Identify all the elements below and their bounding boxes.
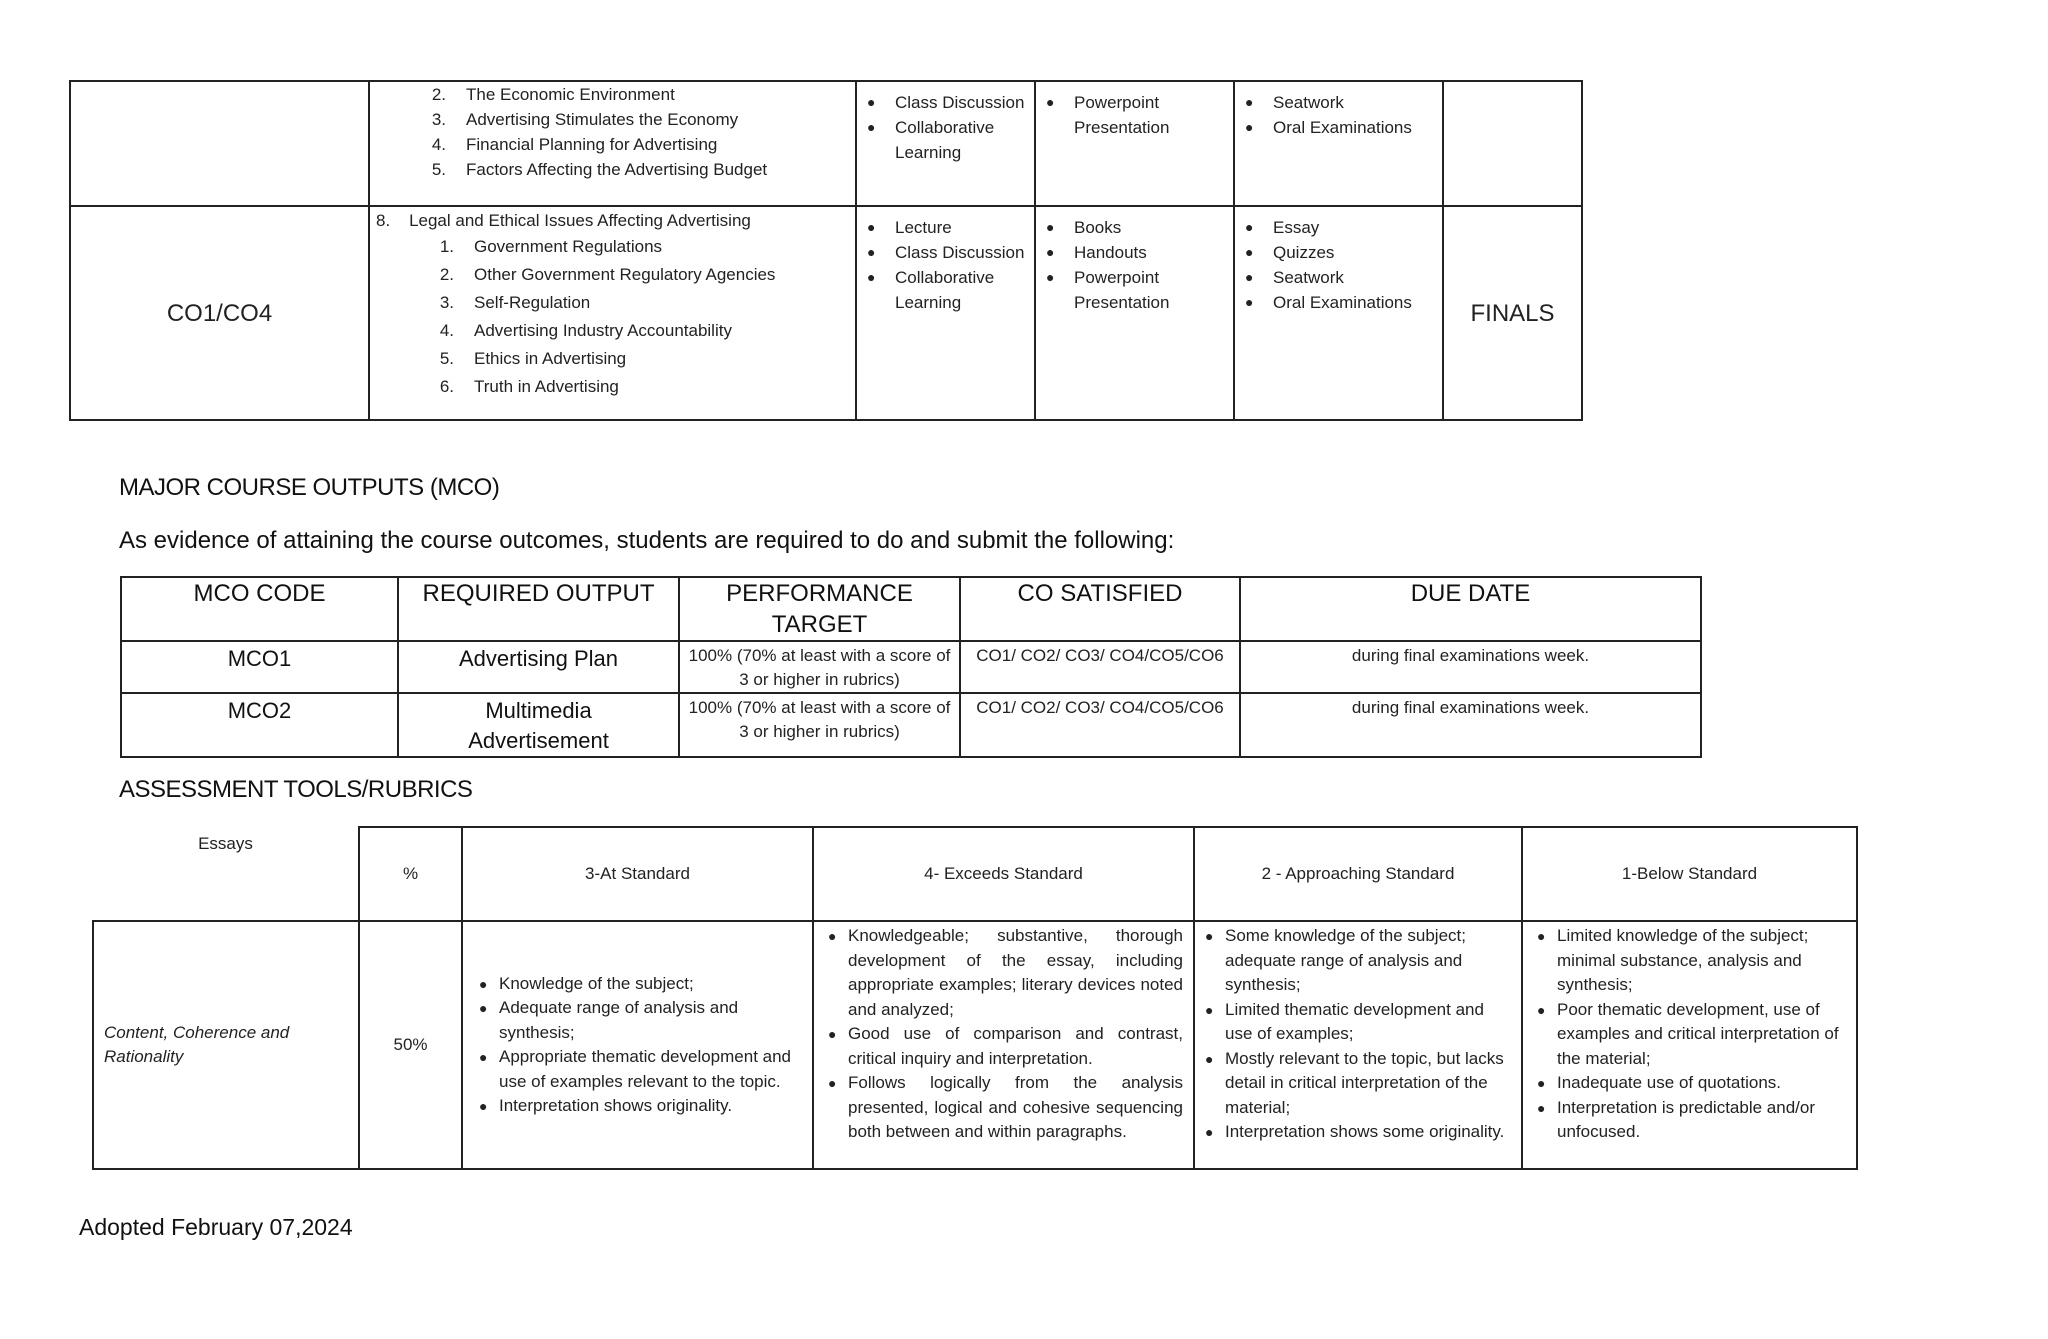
item-text: Powerpoint Presentation — [1074, 93, 1170, 137]
list-item — [818, 1022, 1183, 1071]
item-text: Government Regulations — [474, 237, 663, 256]
item-text: Inadequate use of quotations. — [1557, 1073, 1782, 1092]
list-item — [857, 115, 1034, 165]
adoption-date: Adopted February 07,2024 — [79, 1214, 353, 1240]
syllabus-table — [69, 80, 1583, 421]
bullet-icon: ● — [828, 1026, 837, 1042]
item-text: Advertising Industry Accountability — [474, 321, 732, 340]
item-number: 4. — [439, 321, 454, 340]
item-text: Handouts — [1074, 243, 1147, 262]
col-header: DUE DATE — [1240, 577, 1701, 641]
item-text: Collaborative Learning — [895, 118, 995, 162]
co-satisfied: CO1/ CO2/ CO3/ CO4/CO5/CO6 — [960, 641, 1240, 693]
col-header: PERFORMANCE TARGET — [679, 577, 960, 641]
bullet-icon: ● — [1537, 1001, 1546, 1018]
bullet-icon: ● — [1245, 219, 1254, 235]
col-header: 3-At Standard — [462, 827, 813, 921]
resources-list — [1036, 82, 1233, 140]
list-item — [469, 972, 802, 997]
item-text: Interpretation is predictable and/or unfocused. — [1557, 1097, 1815, 1141]
item-number: 5. — [439, 349, 454, 368]
bullet-icon: ● — [1245, 244, 1254, 260]
methods-list — [857, 207, 1034, 315]
item-text: Books — [1074, 218, 1122, 237]
item-number: 3. — [431, 110, 446, 129]
col-header: % — [359, 827, 462, 921]
item-text: Advertising Stimulates the Economy — [466, 110, 739, 129]
list-item — [1036, 90, 1233, 140]
item-text: Ethics in Advertising — [474, 349, 627, 368]
bullet-icon: ● — [1245, 94, 1254, 110]
list-item — [818, 924, 1183, 1022]
topics-cell — [369, 206, 856, 420]
list-item — [1235, 90, 1442, 115]
item-text: Some knowledge of the subject; adequate range of analysis and synthesis; — [1225, 926, 1466, 994]
criteria-list — [818, 924, 1183, 1145]
list-item — [818, 1071, 1183, 1145]
list-item — [1527, 1071, 1850, 1096]
item-text: Financial Planning for Advertising — [466, 135, 718, 154]
bullet-icon: ● — [1205, 1001, 1214, 1018]
col-header: REQUIRED OUTPUT — [398, 577, 679, 641]
topic-list — [408, 82, 855, 182]
list-item — [1235, 240, 1442, 265]
bullet-icon: ● — [828, 1075, 837, 1091]
topic-heading: 8. Legal and Ethical Issues Affecting Advertising — [376, 211, 751, 230]
criteria-list — [1195, 924, 1511, 1145]
list-item — [1195, 1120, 1511, 1145]
methods-list — [857, 82, 1034, 165]
table-row — [121, 693, 1701, 757]
exceeds-cell — [813, 921, 1194, 1169]
item-text: Truth in Advertising — [474, 377, 619, 396]
list-item — [416, 289, 855, 317]
item-text: Knowledge of the subject; — [499, 973, 694, 993]
co-satisfied: CO1/ CO2/ CO3/ CO4/CO5/CO6 — [960, 693, 1240, 757]
bullet-icon: ● — [1537, 928, 1546, 944]
bullet-icon: ● — [1537, 1099, 1546, 1116]
bullet-icon: ● — [479, 975, 488, 992]
item-text: Follows logically from the analysis presented, logical and cohesive sequencing both between and within paragraphs. — [848, 1073, 1183, 1141]
list-item — [1235, 290, 1442, 315]
methods-cell — [856, 81, 1035, 206]
list-item — [469, 1094, 802, 1119]
topics-cell — [369, 81, 856, 206]
item-text: Interpretation shows some originality. — [1225, 1122, 1505, 1141]
bullet-icon: ● — [1046, 219, 1055, 235]
item-text: Quizzes — [1273, 243, 1335, 262]
item-text: Oral Examinations — [1273, 293, 1412, 312]
bullet-icon: ● — [867, 119, 876, 135]
assessment-list — [1235, 207, 1442, 315]
table-row — [93, 921, 1857, 1169]
due-date: during final examinations week. — [1240, 641, 1701, 693]
list-item — [416, 261, 855, 289]
item-number: 6. — [439, 377, 454, 396]
bullet-icon: ● — [1205, 1124, 1214, 1140]
item-text: Adequate range of analysis and synthesis; — [499, 998, 739, 1042]
item-text: Poor thematic development, use of examples and critical interpretation of the material; — [1557, 999, 1839, 1068]
item-number: 1. — [439, 237, 454, 256]
list-item — [1195, 924, 1511, 998]
resources-list — [1036, 207, 1233, 315]
essays-label: Essays — [198, 834, 253, 853]
assessment-cell — [1234, 206, 1443, 420]
item-number: 4. — [431, 135, 446, 154]
list-item — [408, 107, 855, 132]
bullet-icon: ● — [479, 1000, 488, 1016]
bullet-icon: ● — [1205, 1050, 1214, 1067]
list-item — [857, 90, 1034, 115]
bullet-icon: ● — [867, 219, 876, 235]
list-item — [416, 317, 855, 345]
mco-table — [120, 576, 1702, 758]
list-item — [1527, 1096, 1850, 1145]
bullet-icon: ● — [1245, 119, 1254, 135]
list-item — [416, 345, 855, 373]
item-text: Class Discussion — [895, 243, 1025, 262]
list-item — [408, 157, 855, 182]
criterion-label: Content, Coherence and Rationality — [104, 1022, 290, 1066]
co-cell — [70, 81, 369, 206]
at-standard-cell — [462, 921, 813, 1169]
mco-heading: MAJOR COURSE OUTPUTS (MCO) — [119, 474, 500, 501]
list-item — [1195, 998, 1511, 1047]
list-item — [416, 373, 855, 401]
item-text: Powerpoint Presentation — [1074, 268, 1170, 312]
item-text: Oral Examinations — [1273, 118, 1412, 137]
required-output: Advertising Plan — [398, 641, 679, 693]
item-text: Other Government Regulatory Agencies — [474, 265, 776, 284]
assessment-cell — [1234, 81, 1443, 206]
topic-list — [376, 233, 855, 401]
list-item — [1036, 265, 1233, 315]
item-text: Self-Regulation — [474, 293, 591, 312]
col-header: 1-Below Standard — [1522, 827, 1857, 921]
item-text: Limited knowledge of the subject; minimal substance, analysis and synthesis; — [1557, 926, 1809, 994]
percent-cell: 50% — [359, 921, 462, 1169]
col-header: MCO CODE — [121, 577, 398, 641]
item-text: Interpretation shows originality. — [499, 1096, 733, 1115]
mco-header-row — [121, 577, 1701, 641]
table-row — [70, 206, 1582, 420]
bullet-icon: ● — [867, 269, 876, 285]
item-text: Seatwork — [1273, 268, 1344, 287]
list-item — [469, 1045, 802, 1094]
rubric-table — [92, 826, 1858, 1170]
mco-code: MCO1 — [121, 641, 398, 693]
item-text: Appropriate thematic development and use of examples relevant to the topic. — [499, 1047, 792, 1091]
col-header: 4- Exceeds Standard — [813, 827, 1194, 921]
performance-target: 100% (70% at least with a score of 3 or higher in rubrics) — [679, 641, 960, 693]
resources-cell — [1035, 81, 1234, 206]
list-item — [1235, 215, 1442, 240]
item-number: 2. — [431, 85, 446, 104]
required-output: Multimedia Advertisement — [398, 693, 679, 757]
rubric-header-row — [93, 827, 1857, 921]
list-item — [1527, 998, 1850, 1072]
criteria-list — [1527, 924, 1850, 1145]
bullet-icon: ● — [479, 1049, 488, 1065]
bullet-icon: ● — [867, 244, 876, 260]
performance-target: 100% (70% at least with a score of 3 or higher in rubrics) — [679, 693, 960, 757]
item-text: The Economic Environment — [466, 85, 675, 104]
item-number: 3. — [439, 293, 454, 312]
item-text: Good use of comparison and contrast, critical inquiry and interpretation. — [848, 1024, 1183, 1068]
item-number: 5. — [431, 160, 446, 179]
mco-code: MCO2 — [121, 693, 398, 757]
item-text: Collaborative Learning — [895, 268, 995, 312]
item-text: Mostly relevant to the topic, but lacks detail in critical interpretation of the material; — [1225, 1048, 1504, 1117]
bullet-icon: ● — [1245, 294, 1254, 310]
methods-cell — [856, 206, 1035, 420]
term-label: FINALS — [1443, 206, 1582, 420]
resources-cell — [1035, 206, 1234, 420]
bullet-icon: ● — [1046, 244, 1055, 260]
list-item — [1195, 1047, 1511, 1121]
list-item — [416, 233, 855, 261]
list-item — [1235, 265, 1442, 290]
item-number: 2. — [439, 265, 454, 284]
criterion-cell — [93, 921, 359, 1169]
col-header: 2 - Approaching Standard — [1194, 827, 1522, 921]
table-row — [70, 81, 1582, 206]
assessment-list — [1235, 82, 1442, 140]
bullet-icon: ● — [828, 928, 837, 944]
rubrics-heading: ASSESSMENT TOOLS/RUBRICS — [119, 776, 473, 803]
list-item — [857, 215, 1034, 240]
bullet-icon: ● — [1046, 269, 1055, 285]
bullet-icon: ● — [1537, 1075, 1546, 1091]
list-item — [408, 82, 855, 107]
mco-intro: As evidence of attaining the course outcomes, students are required to do and submit the following: — [119, 527, 1175, 554]
due-date: during final examinations week. — [1240, 693, 1701, 757]
bullet-icon: ● — [1245, 269, 1254, 285]
list-item — [408, 132, 855, 157]
co-code: CO1/CO4 — [70, 206, 369, 420]
criteria-list — [469, 972, 802, 1119]
bullet-icon: ● — [479, 1098, 488, 1114]
item-text: Knowledgeable; substantive, thorough development of the essay, including appropriate examples; literary devices noted and analyzed; — [848, 926, 1183, 1019]
bullet-icon: ● — [1205, 928, 1214, 944]
list-item — [469, 996, 802, 1045]
bullet-icon: ● — [867, 94, 876, 110]
list-item — [1527, 924, 1850, 998]
list-item — [1036, 215, 1233, 240]
list-item — [1235, 115, 1442, 140]
col-header: CO SATISFIED — [960, 577, 1240, 641]
list-item — [857, 240, 1034, 265]
item-text: Limited thematic development and use of examples; — [1225, 999, 1484, 1043]
item-text: Lecture — [895, 218, 952, 237]
term-cell — [1443, 81, 1582, 206]
table-row — [121, 641, 1701, 693]
item-text: Essay — [1273, 218, 1320, 237]
list-item — [857, 265, 1034, 315]
corner-label — [93, 827, 359, 921]
item-text: Seatwork — [1273, 93, 1344, 112]
list-item — [1036, 240, 1233, 265]
item-text: Class Discussion — [895, 93, 1025, 112]
approaching-cell — [1194, 921, 1522, 1169]
bullet-icon: ● — [1046, 94, 1055, 110]
item-text: Factors Affecting the Advertising Budget — [466, 160, 768, 179]
below-cell — [1522, 921, 1857, 1169]
